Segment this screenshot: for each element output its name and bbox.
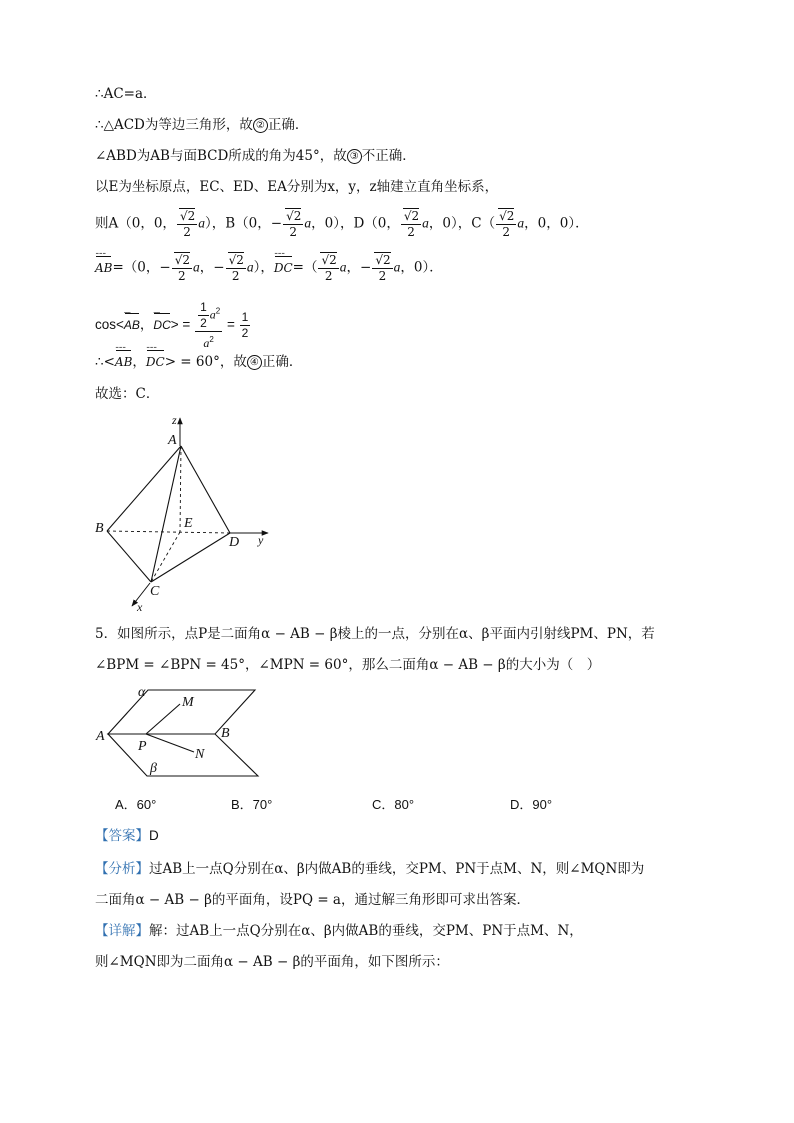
var-a: a (422, 215, 429, 231)
fraction-sqrt2-over-2 (496, 208, 516, 240)
text: ，0），C（ (428, 215, 496, 232)
label-n: N (195, 747, 205, 762)
text: ），B（0， (204, 215, 271, 232)
question-5-line-1: 5．如图所示，点P是二面角α − AB − β棱上的一点，分别在α、β平面内引射线PM、PN，若 (95, 626, 655, 642)
label-d: D (229, 535, 240, 550)
sqrt: √ 2 (403, 208, 419, 224)
text: 正确． (267, 117, 309, 133)
ray-pn (146, 734, 194, 752)
fraction-half-a2-over-a2: $\frac{1}{2}$ $a^2$ $a^2$ (195, 300, 222, 351)
fraction-sqrt2-over-2 (401, 208, 421, 240)
denominator: 2 (289, 225, 298, 239)
analysis-line-1 (95, 859, 644, 879)
label-x: x (137, 600, 143, 614)
label-c: C (150, 584, 160, 599)
line-ac-equals-a: ∴AC=a． (95, 86, 157, 102)
minus: − (270, 215, 283, 232)
line-coordinates (95, 208, 589, 240)
vector-dc: DC ˉˉˉ (274, 258, 293, 278)
line-angle-abd (95, 146, 416, 166)
text: 则A（0，0， (95, 215, 176, 232)
sqrt: √ 2 (179, 208, 195, 224)
denominator: 2 (407, 225, 415, 239)
label-b: B (95, 521, 104, 536)
text: ）， (253, 259, 274, 276)
answer-value: D (149, 828, 159, 843)
text: ，0），D（0， (311, 215, 400, 232)
var-a: a (209, 307, 216, 322)
detail-tag: 【详解】 (95, 923, 149, 938)
numerator: 1 (200, 300, 207, 314)
denominator: 2 (378, 269, 387, 283)
var-a: a (304, 215, 312, 231)
label-z: z (172, 413, 177, 427)
option-b: B．70° (231, 797, 273, 812)
line-angle-60: ∴<AB ˉˉˉ，DC ˉˉˉ> = 60°，故 ④ 正确． (95, 352, 302, 372)
vector-dc: DC ˉˉˉ (153, 315, 170, 335)
line-vectors (95, 252, 443, 284)
edge-bc (107, 531, 151, 582)
detail-line-2: 则∠MQN即为二面角α − AB − β的平面角，如下图所示： (95, 954, 449, 970)
denominator: 2 (324, 269, 333, 283)
text: ， (199, 259, 214, 276)
circled-number: ④ (247, 355, 262, 370)
cos-label: cos< (95, 317, 124, 333)
circled-number: ③ (347, 149, 362, 164)
var-a: a (198, 215, 205, 231)
denominator: 2 (231, 269, 240, 283)
vector-ab: AB ˉˉˉ (124, 315, 140, 335)
var-a: a (517, 215, 525, 231)
sqrt: √ 2 (498, 208, 514, 224)
analysis-tag: 【分析】 (95, 861, 149, 876)
edge-ec-dashed (151, 532, 180, 582)
option-a: A．60° (115, 797, 157, 812)
vector-ab: AB ˉˉˉ (95, 258, 112, 278)
detail-line-1 (95, 921, 583, 941)
denominator: 2 (502, 225, 511, 239)
label-alpha: α (138, 685, 146, 700)
text: ，0）． (400, 259, 443, 276)
var-a: a (203, 336, 210, 350)
ray-pm (146, 704, 180, 734)
fraction-sqrt2-over-2 (226, 252, 246, 284)
vector-ab: AB ˉˉˉ (115, 352, 132, 372)
tetrahedron-figure (90, 408, 290, 618)
label-beta: β (150, 761, 157, 776)
fraction-sqrt2-over-2 (372, 252, 392, 284)
edge-ae-dashed (180, 446, 181, 532)
analysis-text: 过AB上一点Q分别在α、β内做AB的垂线，交PM、PN于点M、N，则∠MQN即为 (149, 861, 645, 877)
dihedral-angle-figure (90, 680, 270, 785)
text: 正确． (261, 354, 303, 370)
sqrt: √ 2 (174, 252, 190, 268)
label-p: P (138, 739, 147, 754)
denominator: 2 (200, 316, 207, 330)
edge-bd-dashed (107, 531, 230, 533)
text: 不正确． (361, 148, 416, 164)
question-5-line-2: ∠BPM = ∠BPN = 45°，∠MPN = 60°，那么二面角α − AB − β的大小为（ ） (95, 657, 601, 673)
line-coordinate-system: 以E为坐标原点，EC、ED、EA分别为x，y，z轴建立直角坐标系， (95, 179, 499, 195)
edge-cd (151, 533, 230, 582)
answer-line (95, 826, 159, 846)
line-equilateral (95, 115, 308, 135)
var-a: a (246, 259, 254, 275)
denominator: 2 (178, 269, 186, 283)
option-d: D．90° (510, 797, 553, 812)
sqrt: √ 2 (228, 252, 244, 268)
option-c: C．80° (372, 797, 415, 812)
minus: − (213, 259, 225, 276)
numerator: 1 (241, 310, 249, 324)
denominator: 2 (241, 326, 249, 340)
fraction-sqrt2-over-2 (172, 252, 192, 284)
text: ∴< (95, 354, 115, 370)
text: ∴△ACD为等边三角形，故 (95, 117, 253, 133)
text: =（0， (112, 259, 160, 276)
detail-text: 解：过AB上一点Q分别在α、β内做AB的垂线，交PM、PN于点M、N， (149, 923, 583, 939)
text: =（ (292, 259, 318, 276)
vector-dc: DC ˉˉˉ (146, 352, 165, 372)
var-a: a (193, 259, 200, 275)
label-b: B (221, 726, 230, 741)
fraction-sqrt2-over-2 (177, 208, 197, 240)
line-choice: 故选：C． (95, 386, 160, 402)
sqrt: √ 2 (285, 208, 301, 224)
sqrt: √ 2 (374, 252, 390, 268)
label-e: E (184, 516, 193, 531)
label-m: M (182, 695, 194, 710)
text: ，0，0）． (524, 215, 589, 232)
var-a: a (339, 259, 347, 275)
plane-beta (108, 734, 258, 776)
label-a: A (96, 729, 105, 744)
analysis-line-2: 二面角α − AB − β的平面角，设PQ = a，通过解三角形即可求出答案． (95, 892, 530, 908)
var-a: a (393, 259, 401, 275)
fraction-sqrt2-over-2 (318, 252, 338, 284)
edge-ac (151, 446, 181, 582)
line-cosine: cos<AB ˉˉˉ，DC ˉˉˉ> = $\frac{1}{2}$ $a^2$ $a^2$ = $\frac{1}{2}$ (95, 300, 251, 351)
denominator: 2 (183, 225, 191, 239)
fraction-half (198, 300, 209, 331)
minus: − (159, 259, 171, 276)
circled-number: ② (253, 118, 268, 133)
text: ∠ABD为AB与面BCD所成的角为45°，故 (95, 148, 347, 164)
edge-ab (107, 446, 181, 531)
label-y: y (258, 533, 264, 547)
sqrt: √ 2 (320, 252, 336, 268)
fraction-half (240, 310, 251, 341)
answer-tag: 【答案】 (95, 828, 149, 843)
label-a: A (168, 433, 177, 448)
minus: − (360, 259, 372, 276)
fraction-sqrt2-over-2 (283, 208, 303, 240)
text: ， (346, 259, 361, 276)
text: > = 60°，故 (164, 354, 247, 370)
